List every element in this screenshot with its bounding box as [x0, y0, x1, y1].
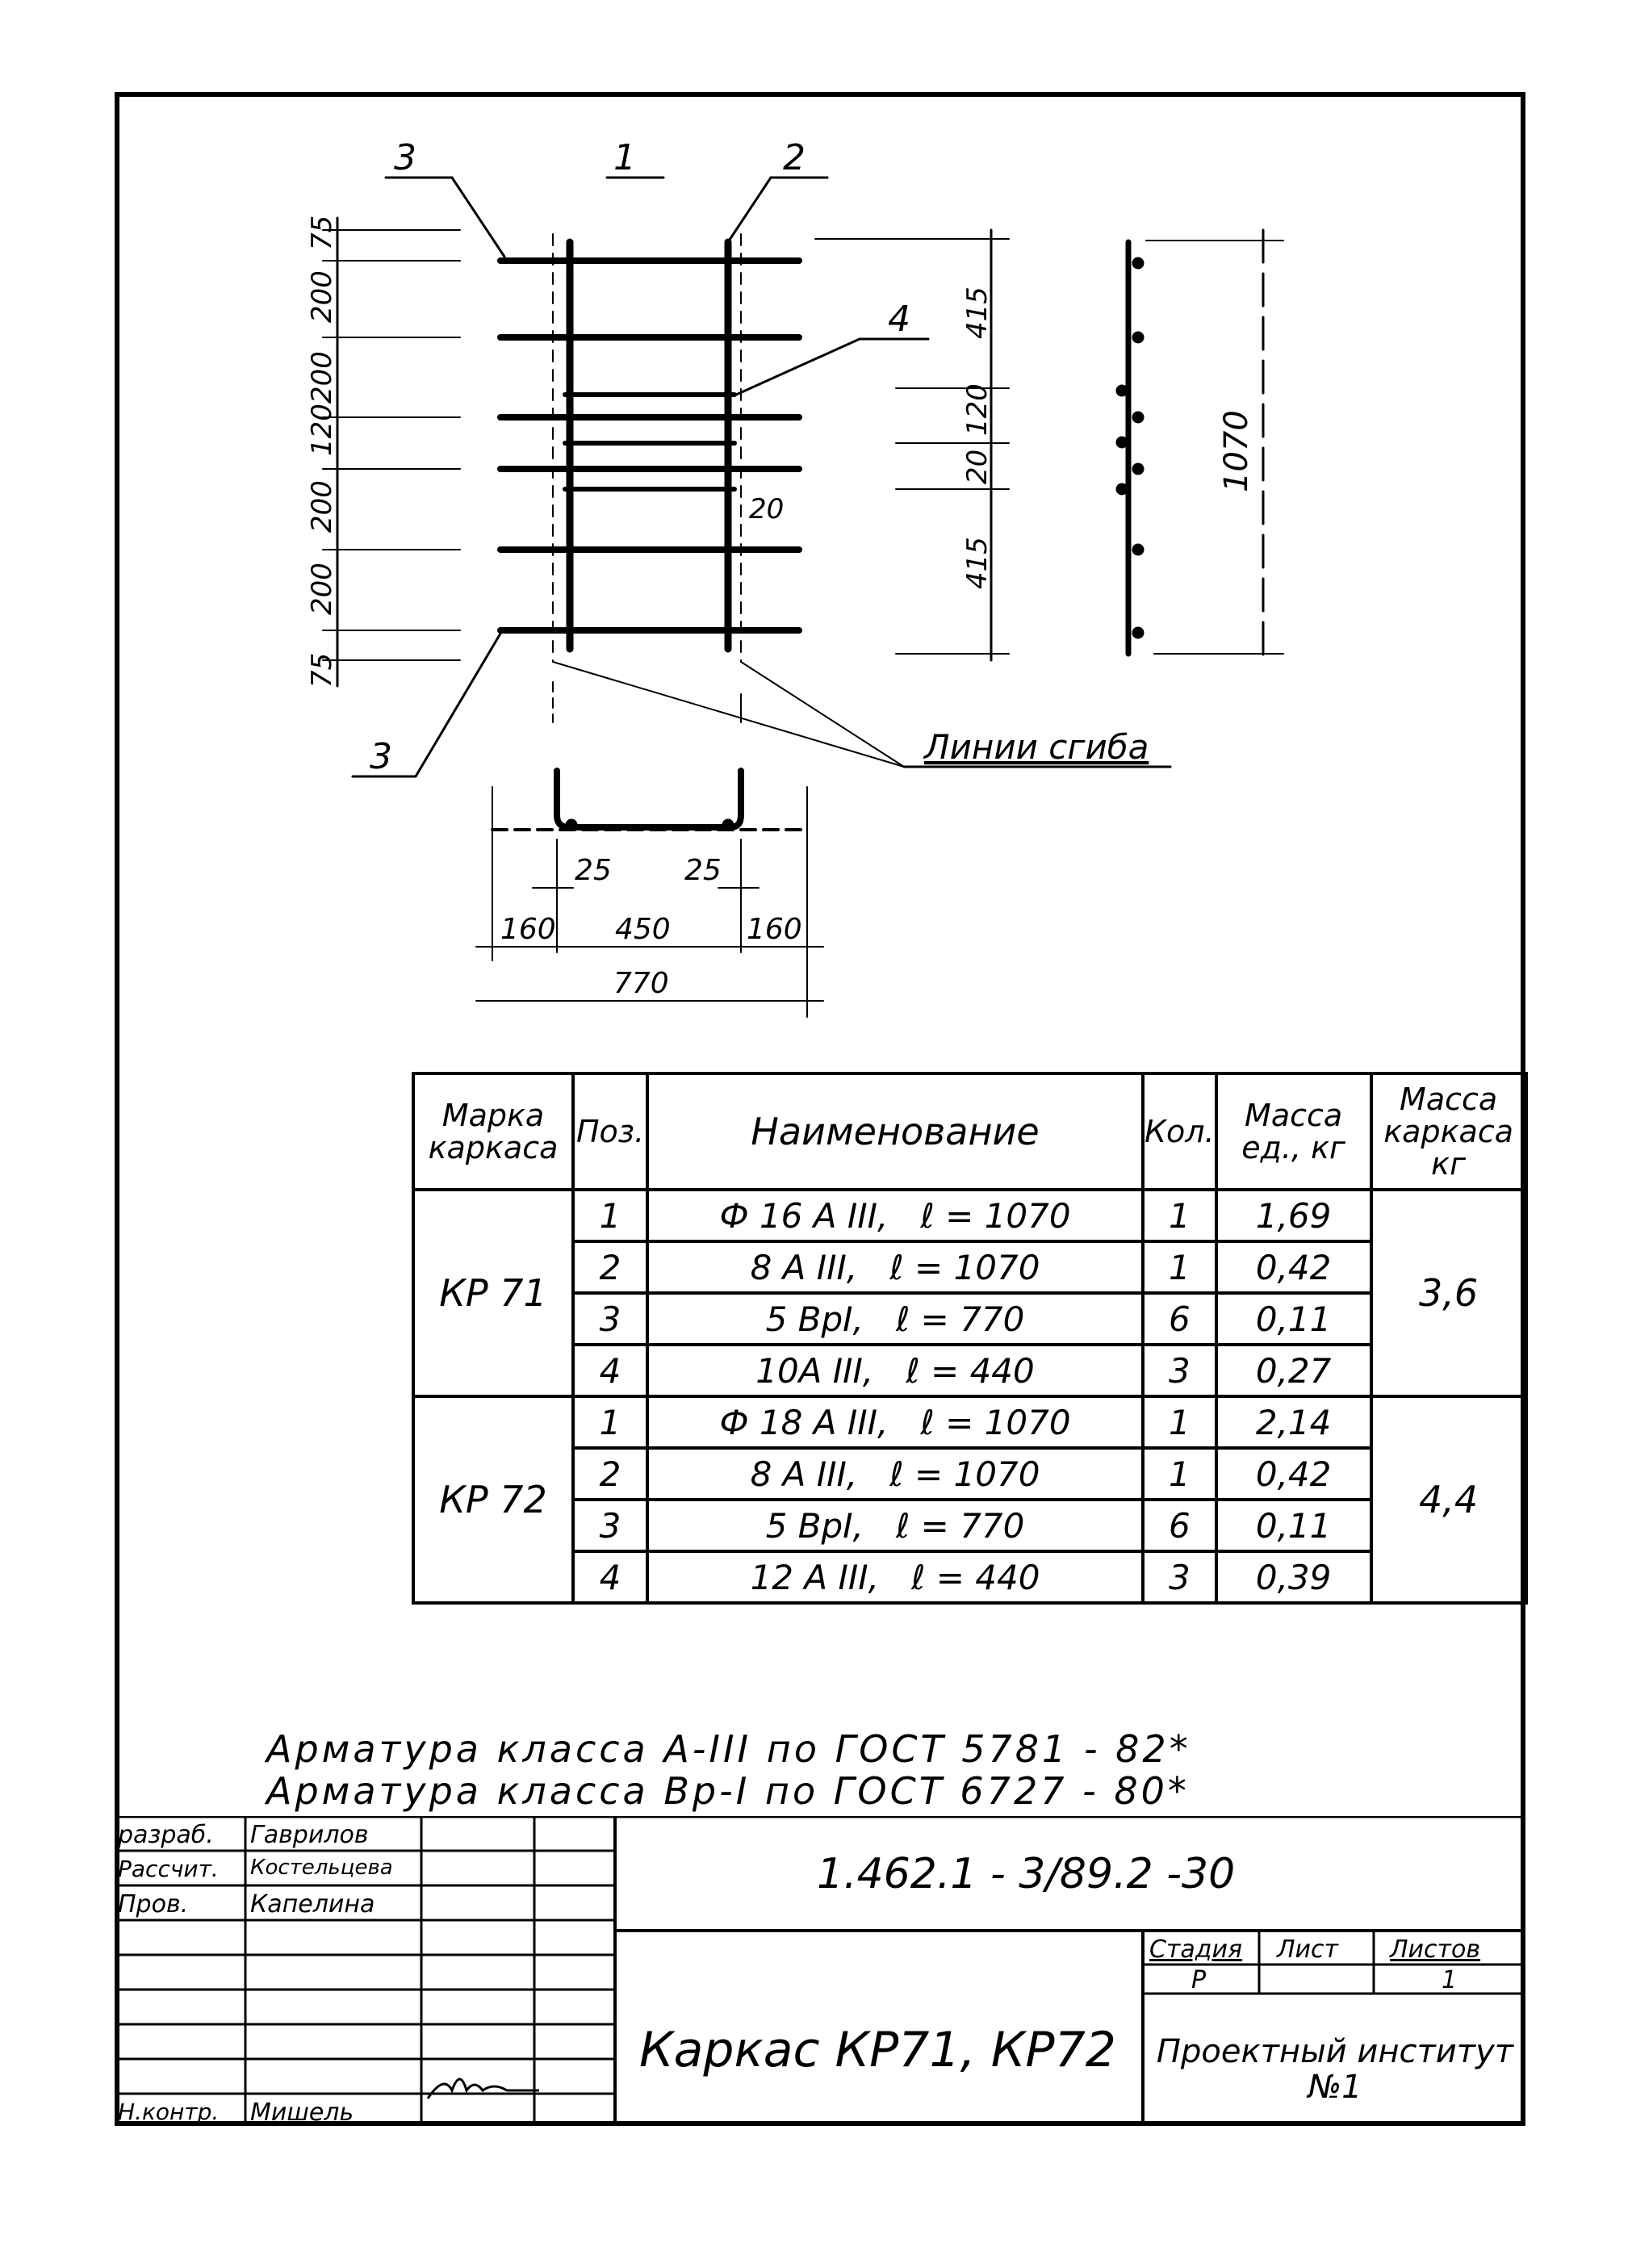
dim-left-1: 75	[306, 215, 338, 250]
dim-hook-right: 25	[684, 854, 722, 887]
table-row	[413, 1500, 1526, 1551]
cell-mass: 1,69	[1216, 1190, 1371, 1241]
cell-pos: 4	[573, 1551, 647, 1603]
stage-value: Р	[1191, 1966, 1207, 1994]
cell-name: 8 А III, ℓ = 1070	[647, 1241, 1143, 1293]
cell-mass: 0,27	[1216, 1345, 1371, 1396]
cell-name: 10А III, ℓ = 440	[647, 1345, 1143, 1396]
frame-total-mass: 3,6	[1371, 1190, 1526, 1396]
role-developer: разраб.	[118, 1821, 214, 1849]
document-code: 1.462.1 - 3/89.2 -30	[817, 1850, 1236, 1898]
dim-right-2: 120	[961, 383, 994, 436]
callout-pos1: 1	[613, 137, 636, 178]
cell-mass: 0,39	[1216, 1551, 1371, 1603]
cell-qty: 6	[1143, 1500, 1216, 1551]
stage-label: Стадия	[1149, 1935, 1243, 1964]
cell-name: Ф 16 А III, ℓ = 1070	[647, 1190, 1143, 1241]
table-row	[413, 1396, 1526, 1448]
sheet-label: Лист	[1277, 1935, 1339, 1964]
name-developer: Гаврилов	[250, 1821, 369, 1849]
header-pos: Поз.	[573, 1073, 647, 1190]
table-row	[413, 1293, 1526, 1345]
cell-name: Ф 18 А III, ℓ = 1070	[647, 1396, 1143, 1448]
table-row	[413, 1448, 1526, 1500]
dim-left-6: 200	[306, 563, 338, 615]
cell-name: 8 А III, ℓ = 1070	[647, 1448, 1143, 1500]
table-row	[413, 1241, 1526, 1293]
dim-right-4: 415	[961, 537, 994, 589]
cell-qty: 3	[1143, 1551, 1216, 1603]
cell-pos: 3	[573, 1500, 647, 1551]
table-row	[413, 1190, 1526, 1241]
dim-left-4: 120	[306, 404, 338, 456]
cell-qty: 1	[1143, 1241, 1216, 1293]
header-frame-mass: Масса каркаса кг	[1371, 1073, 1526, 1190]
frame-mark-kr71: КР 71	[413, 1190, 573, 1396]
frame-total-mass: 4,4	[1371, 1396, 1526, 1603]
header-mark: Марка каркаса	[413, 1073, 573, 1190]
cell-qty: 6	[1143, 1293, 1216, 1345]
signature-mark	[428, 2079, 539, 2099]
dim-bottom-middle: 450	[615, 913, 671, 946]
header-unit-mass: Масса ед., кг	[1216, 1073, 1371, 1190]
document-title: Каркас КР71, КР72	[639, 2022, 1116, 2078]
dim-right-1: 415	[961, 287, 994, 339]
dim-left-7: 75	[306, 652, 338, 688]
dim-left-2: 200	[306, 270, 338, 323]
cell-name: 5 ВрI, ℓ = 770	[647, 1293, 1143, 1345]
table-row	[413, 1551, 1526, 1603]
header-name: Наименование	[647, 1073, 1143, 1190]
title-block	[115, 1816, 1525, 2126]
table-row	[413, 1345, 1526, 1396]
note-1: Арматура класса А-III по ГОСТ 5781 - 82*	[266, 1727, 1191, 1771]
cell-mass: 0,11	[1216, 1293, 1371, 1345]
cell-pos: 1	[573, 1396, 647, 1448]
cell-mass: 0,11	[1216, 1500, 1371, 1551]
dim-hook-left: 25	[575, 854, 612, 887]
header-qty: Кол.	[1143, 1073, 1216, 1190]
name-norm-control: Мишель	[250, 2099, 354, 2127]
role-calculated: Рассчит.	[118, 1856, 219, 1882]
dim-right-3: 20	[961, 449, 994, 484]
bent-profile	[557, 771, 741, 827]
cell-qty: 1	[1143, 1190, 1216, 1241]
cell-mass: 0,42	[1216, 1241, 1371, 1293]
frame-mark-kr72: КР 72	[413, 1396, 573, 1603]
dim-bottom-left: 160	[500, 913, 556, 946]
cell-qty: 3	[1143, 1345, 1216, 1396]
cell-mass: 0,42	[1216, 1448, 1371, 1500]
name-calculated: Костельцева	[250, 1856, 393, 1880]
cell-qty: 1	[1143, 1448, 1216, 1500]
role-checked: Пров.	[118, 1890, 189, 1919]
organization-name: Проектный институт №1	[1156, 2033, 1514, 2106]
dim-bottom-total: 770	[613, 967, 669, 1000]
cell-name: 5 ВрI, ℓ = 770	[647, 1500, 1143, 1551]
cell-pos: 4	[573, 1345, 647, 1396]
callout-pos2: 2	[783, 137, 806, 178]
callout-pos3-top: 3	[394, 137, 416, 178]
specification-table	[412, 1072, 1528, 1605]
cell-pos: 2	[573, 1241, 647, 1293]
dim-left-5: 200	[306, 480, 338, 533]
table-header-row	[413, 1073, 1526, 1190]
sheets-value: 1	[1442, 1966, 1458, 1994]
role-norm-control: Н.контр.	[118, 2099, 220, 2125]
dim-left-3: 200	[306, 351, 338, 404]
cell-pos: 2	[573, 1448, 647, 1500]
bend-lines-label: Линии сгиба	[924, 727, 1149, 767]
name-checked: Капелина	[250, 1890, 375, 1919]
dim-inner-gap: 20	[749, 493, 785, 525]
dim-bottom-right: 160	[747, 913, 802, 946]
callout-pos3-bottom: 3	[370, 736, 392, 777]
cell-qty: 1	[1143, 1396, 1216, 1448]
cell-name: 12 А III, ℓ = 440	[647, 1551, 1143, 1603]
cell-pos: 1	[573, 1190, 647, 1241]
sheets-label: Листов	[1390, 1935, 1481, 1964]
cell-mass: 2,14	[1216, 1396, 1371, 1448]
cell-pos: 3	[573, 1293, 647, 1345]
note-2: Арматура класса Вр-I по ГОСТ 6727 - 80*	[266, 1769, 1190, 1813]
callout-pos4: 4	[888, 299, 910, 340]
reinforcement-drawing	[0, 0, 1632, 1073]
dim-total-height: 1070	[1218, 410, 1255, 492]
